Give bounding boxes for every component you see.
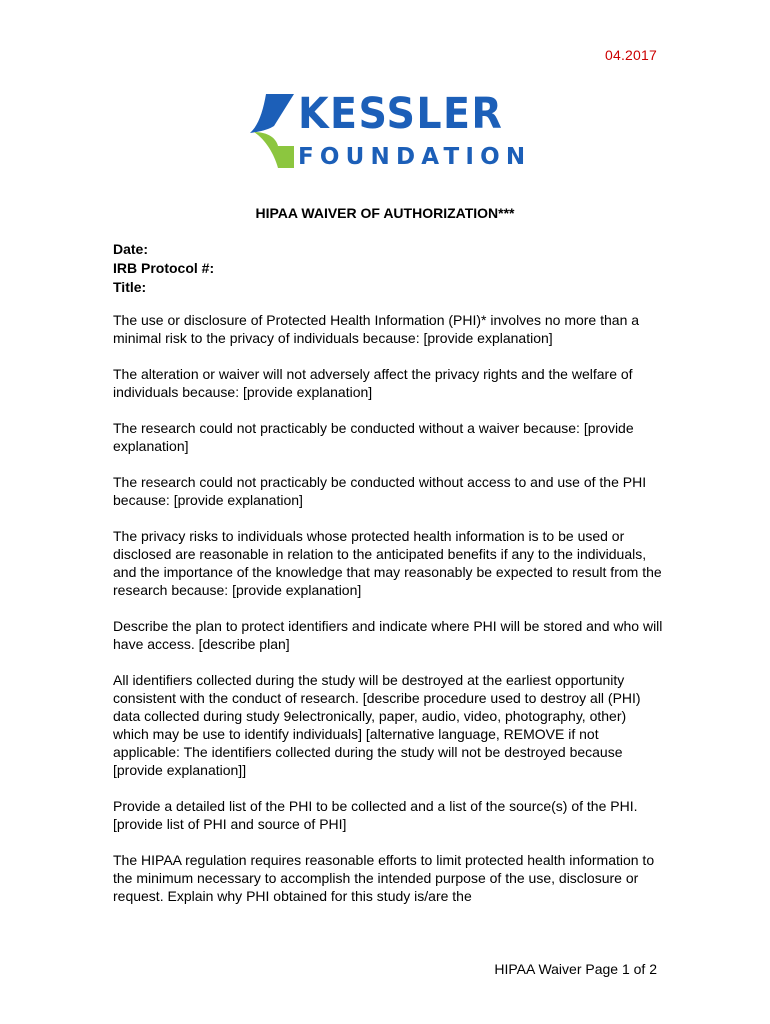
kessler-logo-mark-icon	[248, 92, 296, 172]
header-fields	[113, 240, 214, 297]
paragraph-privacy-rights: The alteration or waiver will not adversely affect the privacy rights and the welfare of individuals because: [provide explanation]	[113, 366, 633, 400]
paragraph-protection-plan: Describe the plan to protect identifiers and indicate where PHI will be stored and who will have access. [describe plan]	[113, 618, 663, 652]
paragraph-identifier-destruction: All identifiers collected during the study will be destroyed at the earliest opportunity consistent with the conduct of research. [describe procedure used to destroy all (PHI) data collected during study 9electronically, paper, audio, video, photography, other) which may be use to identify individuals] [alternative language, REMOVE if not applicable: The identifiers collected during the study will not be destroyed because [provide explanation]]	[113, 672, 641, 778]
paragraph-phi-list: Provide a detailed list of the PHI to be collected and a list of the source(s) of the PHI. [provide list of PHI and source of PHI]	[113, 798, 638, 832]
document-title: HIPAA WAIVER OF AUTHORIZATION***	[255, 205, 515, 221]
logo-wordmark-kessler: KESSLER	[298, 89, 504, 139]
paragraph-privacy-risks: The privacy risks to individuals whose protected health information is to be used or disclosed are reasonable in relation to the anticipated benefits if any to the individuals, and the importance of the knowledge that may reasonably be expected to result from the research because: [provide explanation]	[113, 528, 662, 598]
paragraph-minimal-risk: The use or disclosure of Protected Health Information (PHI)* involves no more than a minimal risk to the privacy of individuals because: [provide explanation]	[113, 312, 640, 346]
paragraph-waiver-necessity: The research could not practicably be conducted without a waiver because: [provide explanation]	[113, 420, 634, 454]
document-body	[113, 311, 663, 923]
page-footer: HIPAA Waiver Page 1 of 2	[494, 961, 657, 977]
date-label: Date:	[113, 241, 149, 257]
paragraph-phi-access: The research could not practicably be conducted without access to and use of the PHI because: [provide explanation]	[113, 474, 647, 508]
version-date: 04.2017	[604, 47, 657, 63]
kessler-foundation-logo	[248, 89, 532, 172]
irb-protocol-label: IRB Protocol #:	[113, 260, 215, 276]
title-label: Title:	[113, 279, 147, 295]
paragraph-minimum-necessary: The HIPAA regulation requires reasonable efforts to limit protected health information to the minimum necessary to accomplish the intended purpose of the use, disclosure or request. Explain why PHI obtained for this study is/are the	[113, 852, 655, 904]
logo-wordmark-foundation: FOUNDATION	[298, 144, 532, 170]
